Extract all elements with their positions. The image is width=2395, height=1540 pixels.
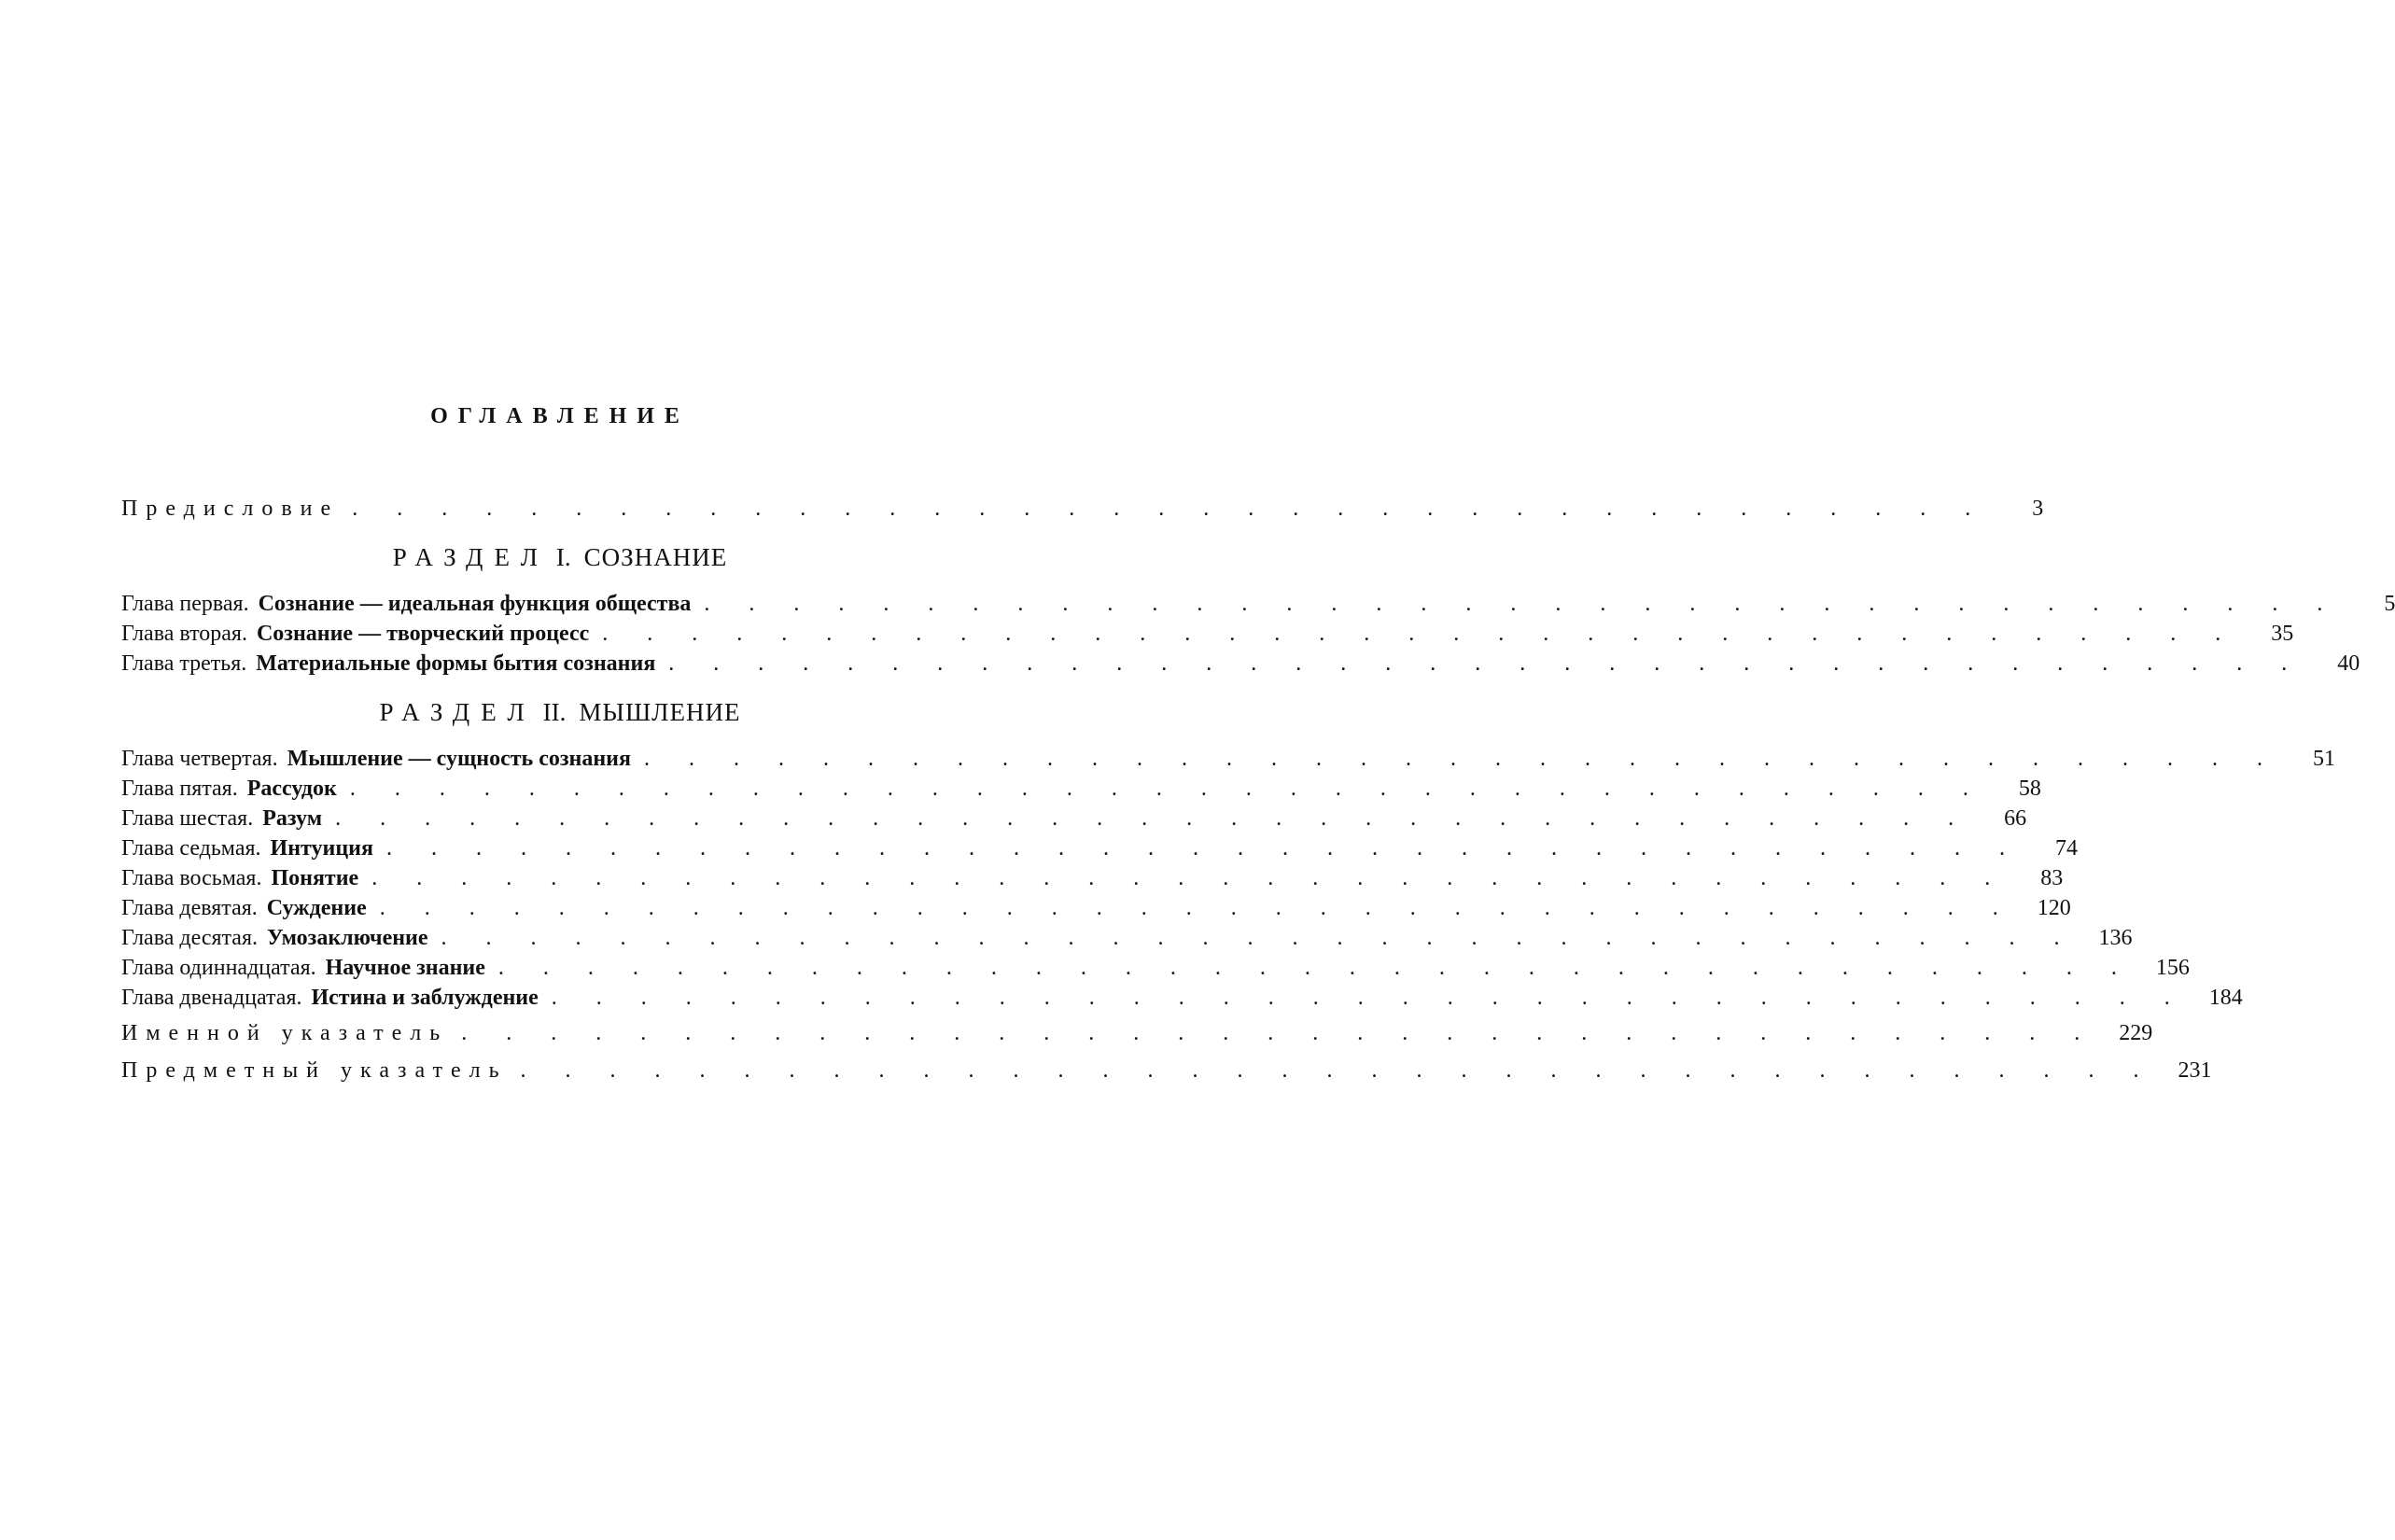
dot-leader: . . . . . . . . . . . . . . . . . . . . . . . . . . . . . . . . . . . . . <box>335 806 1971 831</box>
dot-leader: . . . . . . . . . . . . . . . . . . . . . . . . . . . . . . . . . . . . . <box>643 747 2279 771</box>
page-number: 136 <box>2098 926 2133 950</box>
toc-entry-chapter-4 <box>121 747 2335 778</box>
toc-entry-chapter-2 <box>121 622 2294 653</box>
preface-label: Предисловие <box>121 497 340 521</box>
dot-leader: . . . . . . . . . . . . . . . . . . . . . . . . . . . . . . . . . . . . . <box>349 777 1985 801</box>
dot-leader: . . . . . . . . . . . . . . . . . . . . . . . . . . . . . . . . . . . . . <box>379 896 2015 920</box>
toc-entry-chapter-10 <box>121 926 2133 958</box>
index-label: Именной указатель <box>121 1021 449 1045</box>
section-number: II. <box>542 698 567 726</box>
chapter-prefix: Глава десятая. <box>121 926 258 950</box>
chapter-title: Интуиция <box>270 836 373 861</box>
section-name: СОЗНАНИЕ <box>583 543 728 571</box>
page-number: 156 <box>2155 956 2190 980</box>
chapter-title: Разум <box>262 806 323 831</box>
page-number: 35 <box>2271 622 2294 646</box>
section-word: РАЗДЕЛ <box>379 698 536 726</box>
toc-entry-chapter-8 <box>121 866 2064 898</box>
toc-entry-preface <box>121 497 2044 528</box>
chapter-prefix: Глава восьмая. <box>121 866 262 890</box>
section-number: I. <box>555 543 571 571</box>
dot-leader: . . . . . . . . . . . . . . . . . . . . . . . . . . . . . . . . . . . . . <box>385 836 2022 861</box>
dot-leader: . . . . . . . . . . . . . . . . . . . . . . . . . . . . . . . . . . . . . <box>461 1021 2097 1045</box>
chapter-title: Материальные формы бытия сознания <box>256 651 656 676</box>
toc-entry-chapter-5 <box>121 777 2041 808</box>
dot-leader: . . . . . . . . . . . . . . . . . . . . . . . . . . . . . . . . . . . . . <box>551 986 2187 1010</box>
chapter-prefix: Глава седьмая. <box>121 836 261 861</box>
dot-leader: . . . . . . . . . . . . . . . . . . . . . . . . . . . . . . . . . . . . . <box>497 956 2134 980</box>
dot-leader: . . . . . . . . . . . . . . . . . . . . . . . . . . . . . . . . . . . . . <box>602 622 2238 646</box>
chapter-prefix: Глава третья. <box>121 651 247 676</box>
toc-entry-chapter-6 <box>121 806 2027 838</box>
toc-entry-chapter-7 <box>121 836 2078 868</box>
toc-entry-chapter-9 <box>121 896 2071 928</box>
chapter-title: Рассудок <box>246 777 337 801</box>
dot-leader: . . . . . . . . . . . . . . . . . . . . . . . . . . . . . . . . . . . . . <box>352 497 1988 521</box>
chapter-title: Умозаключение <box>267 926 428 950</box>
section-word: РАЗДЕЛ <box>392 543 549 571</box>
page-number: 51 <box>2312 747 2335 771</box>
chapter-prefix: Глава одиннадцатая. <box>121 956 316 980</box>
toc-entry-chapter-1 <box>121 592 2395 623</box>
dot-leader: . . . . . . . . . . . . . . . . . . . . . . . . . . . . . . . . . . . . . <box>704 592 2340 616</box>
chapter-prefix: Глава пятая. <box>121 777 238 801</box>
section-name: МЫШЛЕНИЕ <box>579 698 741 726</box>
chapter-title: Истина и заблуждение <box>311 986 539 1010</box>
page-number: 74 <box>2054 836 2078 861</box>
page-number: 5 <box>2384 592 2395 616</box>
chapter-title: Суждение <box>266 896 367 920</box>
page-number: 3 <box>2032 497 2044 521</box>
toc-entry-chapter-11 <box>121 956 2190 987</box>
dot-leader: . . . . . . . . . . . . . . . . . . . . . . . . . . . . . . . . . . . . . <box>371 866 2008 890</box>
chapter-title: Мышление — сущность сознания <box>287 747 631 771</box>
page-number: 40 <box>2337 651 2360 676</box>
chapter-title: Сознание — творческий процесс <box>256 622 590 646</box>
index-label: Предметный указатель <box>121 1058 508 1083</box>
toc-entry-subject-index <box>121 1058 2212 1090</box>
page-number: 66 <box>2004 806 2027 831</box>
page-number: 229 <box>2119 1021 2153 1045</box>
dot-leader: . . . . . . . . . . . . . . . . . . . . . . . . . . . . . . . . . . . . . <box>668 651 2304 676</box>
page-title: ОГЛАВЛЕНИЕ <box>430 404 690 428</box>
toc-entry-chapter-12 <box>121 986 2243 1017</box>
chapter-title: Понятие <box>271 866 359 890</box>
page-number: 58 <box>2018 777 2041 801</box>
chapter-prefix: Глава четвертая. <box>121 747 278 771</box>
chapter-title: Научное знание <box>325 956 485 980</box>
chapter-title: Сознание — идеальная функция общества <box>258 592 692 616</box>
chapter-prefix: Глава шестая. <box>121 806 254 831</box>
chapter-prefix: Глава девятая. <box>121 896 258 920</box>
chapter-prefix: Глава двенадцатая. <box>121 986 302 1010</box>
toc-entry-name-index <box>121 1021 2153 1053</box>
page-number: 83 <box>2040 866 2064 890</box>
page-number: 231 <box>2178 1058 2212 1083</box>
chapter-prefix: Глава первая. <box>121 592 249 616</box>
chapter-prefix: Глава вторая. <box>121 622 247 646</box>
dot-leader: . . . . . . . . . . . . . . . . . . . . . . . . . . . . . . . . . . . . . <box>520 1058 2156 1083</box>
section-heading-1 <box>0 543 1120 572</box>
page-number: 120 <box>2037 896 2071 920</box>
toc-entry-chapter-3 <box>121 651 2360 683</box>
dot-leader: . . . . . . . . . . . . . . . . . . . . . . . . . . . . . . . . . . . . . <box>441 926 2077 950</box>
page-number: 184 <box>2208 986 2243 1010</box>
section-heading-2 <box>0 698 1120 727</box>
